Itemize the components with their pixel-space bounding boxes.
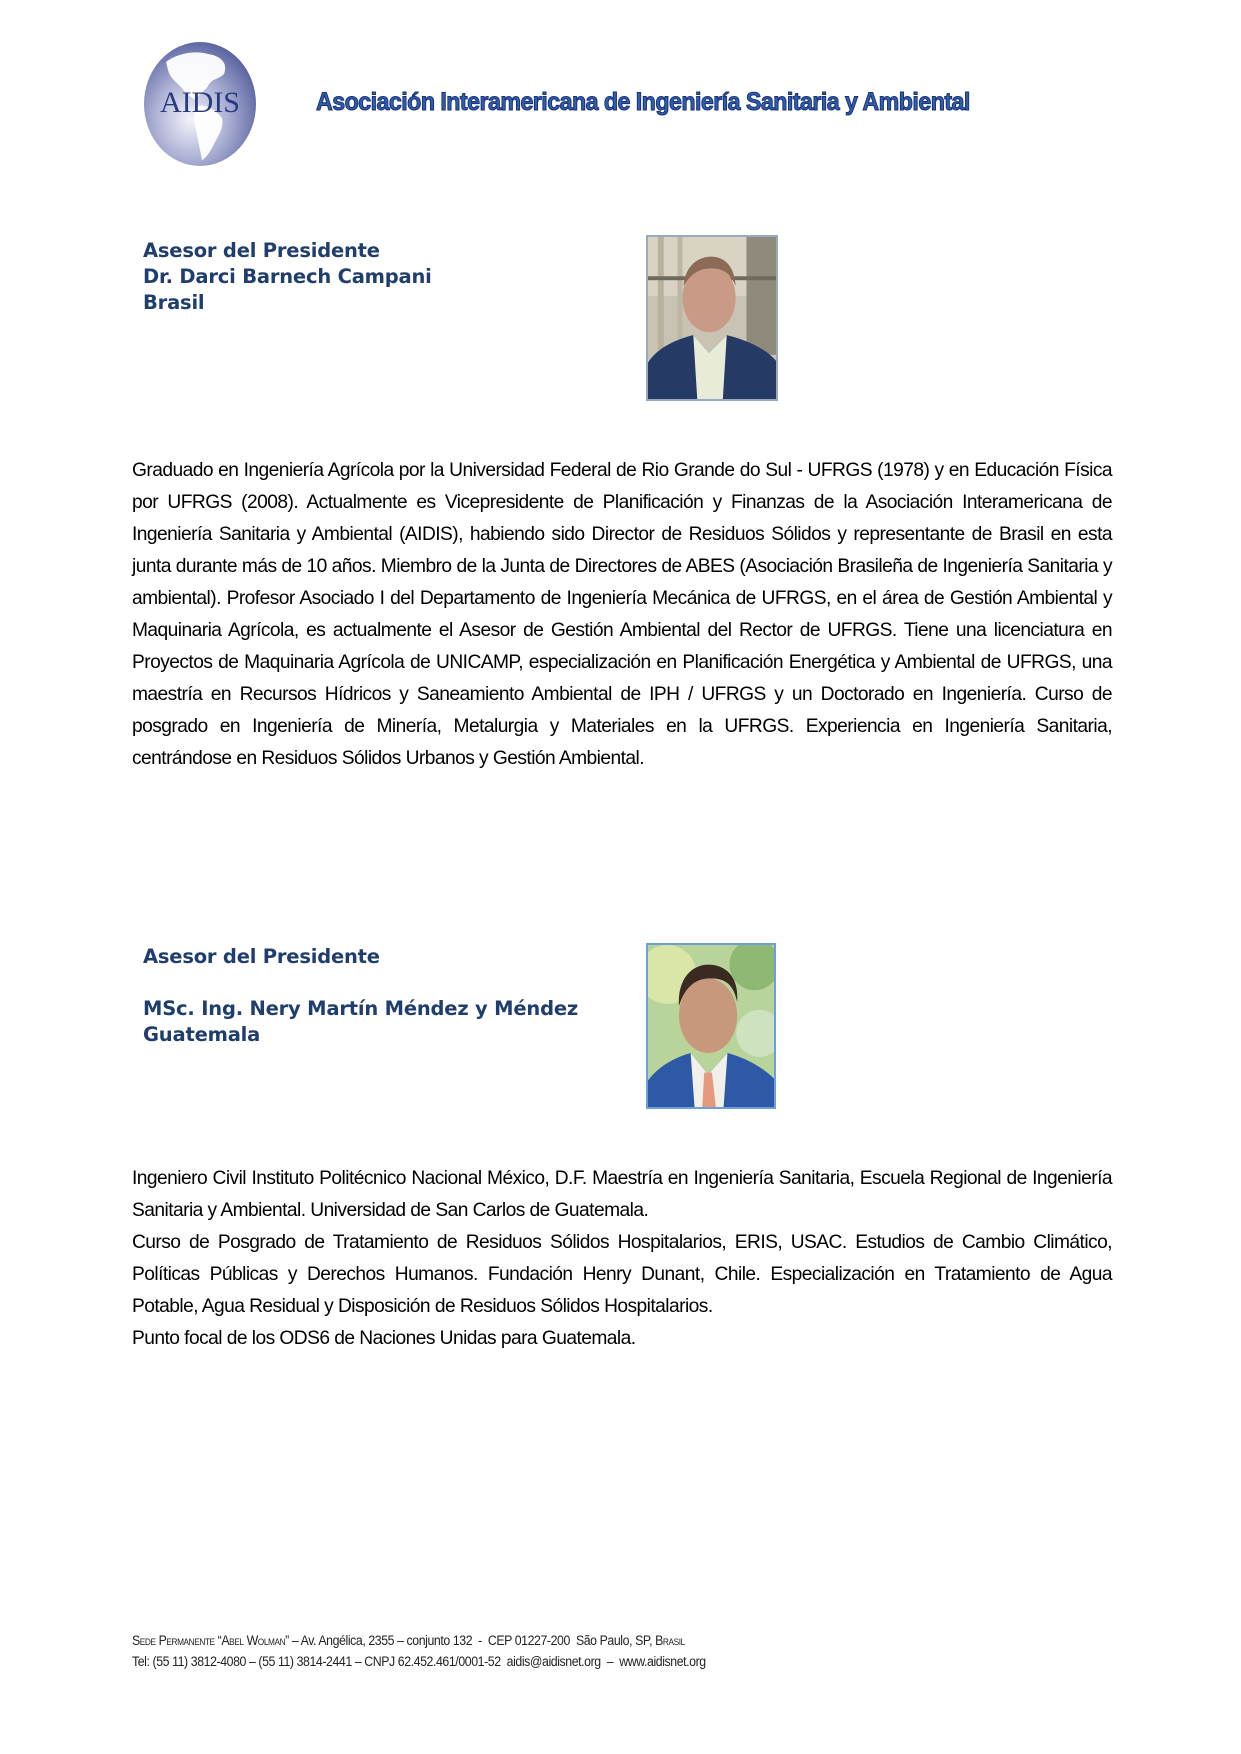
profile-bio — [132, 455, 1112, 775]
bio-paragraph: Curso de Posgrado de Tratamiento de Residuos Sólidos Hospitalarios, ERIS, USAC. Estudios de Cambio Climático, Políticas Públicas y Derechos Humanos. Fundación Henry Dunant, Chile. Especialización en Tratamiento de Agua Potable, Agua Residual y Disposición de Residuos Sólidos Hospitalarios. — [132, 1232, 1112, 1317]
profile-role: Asesor del Presidente — [143, 945, 380, 968]
bio-paragraph: Ingeniero Civil Instituto Politécnico Nacional México, D.F. Maestría en Ingeniería Sanitaria, Escuela Regional de Ingeniería Sanitaria y Ambiental. Universidad de San Carlos de Guatemala. — [132, 1168, 1112, 1221]
profile-heading — [143, 238, 432, 316]
profile-country: Guatemala — [143, 1023, 261, 1046]
profile-country: Brasil — [143, 291, 205, 314]
logo-text: AIDIS — [160, 86, 240, 119]
footer-address-text: – Av. Angélica, 2355 – conjunto 132 - CEP 01227-200 São Paulo, SP, — [288, 1633, 656, 1648]
footer-email-link[interactable]: aidis@aidisnet.org — [506, 1654, 601, 1669]
profile-photo — [646, 235, 778, 401]
footer-address — [132, 1630, 706, 1651]
bio-paragraph: Graduado en Ingeniería Agrícola por la Universidad Federal de Rio Grande do Sul - UFRGS (1978) y en Educación Física por UFRGS (2008). Actualmente es Vicepresidente de Planificación y Finanzas de la Asociación Interamericana de Ingeniería Sanitaria y Ambiental (AIDIS), habiendo sido Director de Residuos Sólidos y representante de Brasil en esta junta durante más de 10 años. Miembro de la Junta de Directores de ABES (Asociación Brasileña de Ingeniería Sanitaria y ambiental). Profesor Asociado I del Departamento de Ingeniería Mecánica de UFRGS, en el área de Gestión Ambiental y Maquinaria Agrícola, es actualmente el Asesor de Gestión Ambiental del Rector de UFRGS. Tiene una licenciatura en Proyectos de Maquinaria Agrícola de UNICAMP, especialización en Planificación Energética y Ambiental de UFRGS, una maestría en Recursos Hídricos y Saneamiento Ambiental de IPH / UFRGS y un Doctorado en Ingeniería. Curso de posgrado en Ingeniería de Minería, Metalurgia y Materiales en la UFRGS. Experiencia en Ingeniería Sanitaria, centrándose en Residuos Sólidos Urbanos y Gestión Ambiental. — [132, 460, 1112, 769]
portrait-photo-icon — [648, 237, 776, 399]
profile-photo — [646, 943, 776, 1109]
footer-contact — [132, 1651, 706, 1672]
page-footer — [132, 1630, 706, 1672]
profile-bio — [132, 1163, 1112, 1355]
portrait-photo-icon — [648, 945, 774, 1107]
bio-paragraph: Punto focal de los ODS6 de Naciones Unidas para Guatemala. — [132, 1328, 636, 1349]
profile-name: Dr. Darci Barnech Campani — [143, 265, 432, 288]
footer-separator: – — [600, 1654, 620, 1669]
footer-country: Brasil — [655, 1633, 685, 1648]
organization-name: Asociación Interamericana de Ingeniería Sanitaria y Ambiental — [316, 88, 970, 116]
profile-heading — [143, 944, 578, 1048]
profile-role: Asesor del Presidente — [143, 239, 380, 262]
footer-headquarters: Sede Permanente “Abel Wolman” — [132, 1633, 289, 1648]
profile-name: MSc. Ing. Nery Martín Méndez y Méndez — [143, 997, 578, 1020]
globe-logo-icon — [136, 40, 264, 168]
footer-phone: Tel: (55 11) 3812-4080 – (55 11) 3814-2441 – CNPJ 62.452.461/0001-52 — [132, 1654, 507, 1669]
aidis-logo — [136, 40, 264, 168]
footer-website-link[interactable]: www.aidisnet.org — [619, 1654, 706, 1669]
